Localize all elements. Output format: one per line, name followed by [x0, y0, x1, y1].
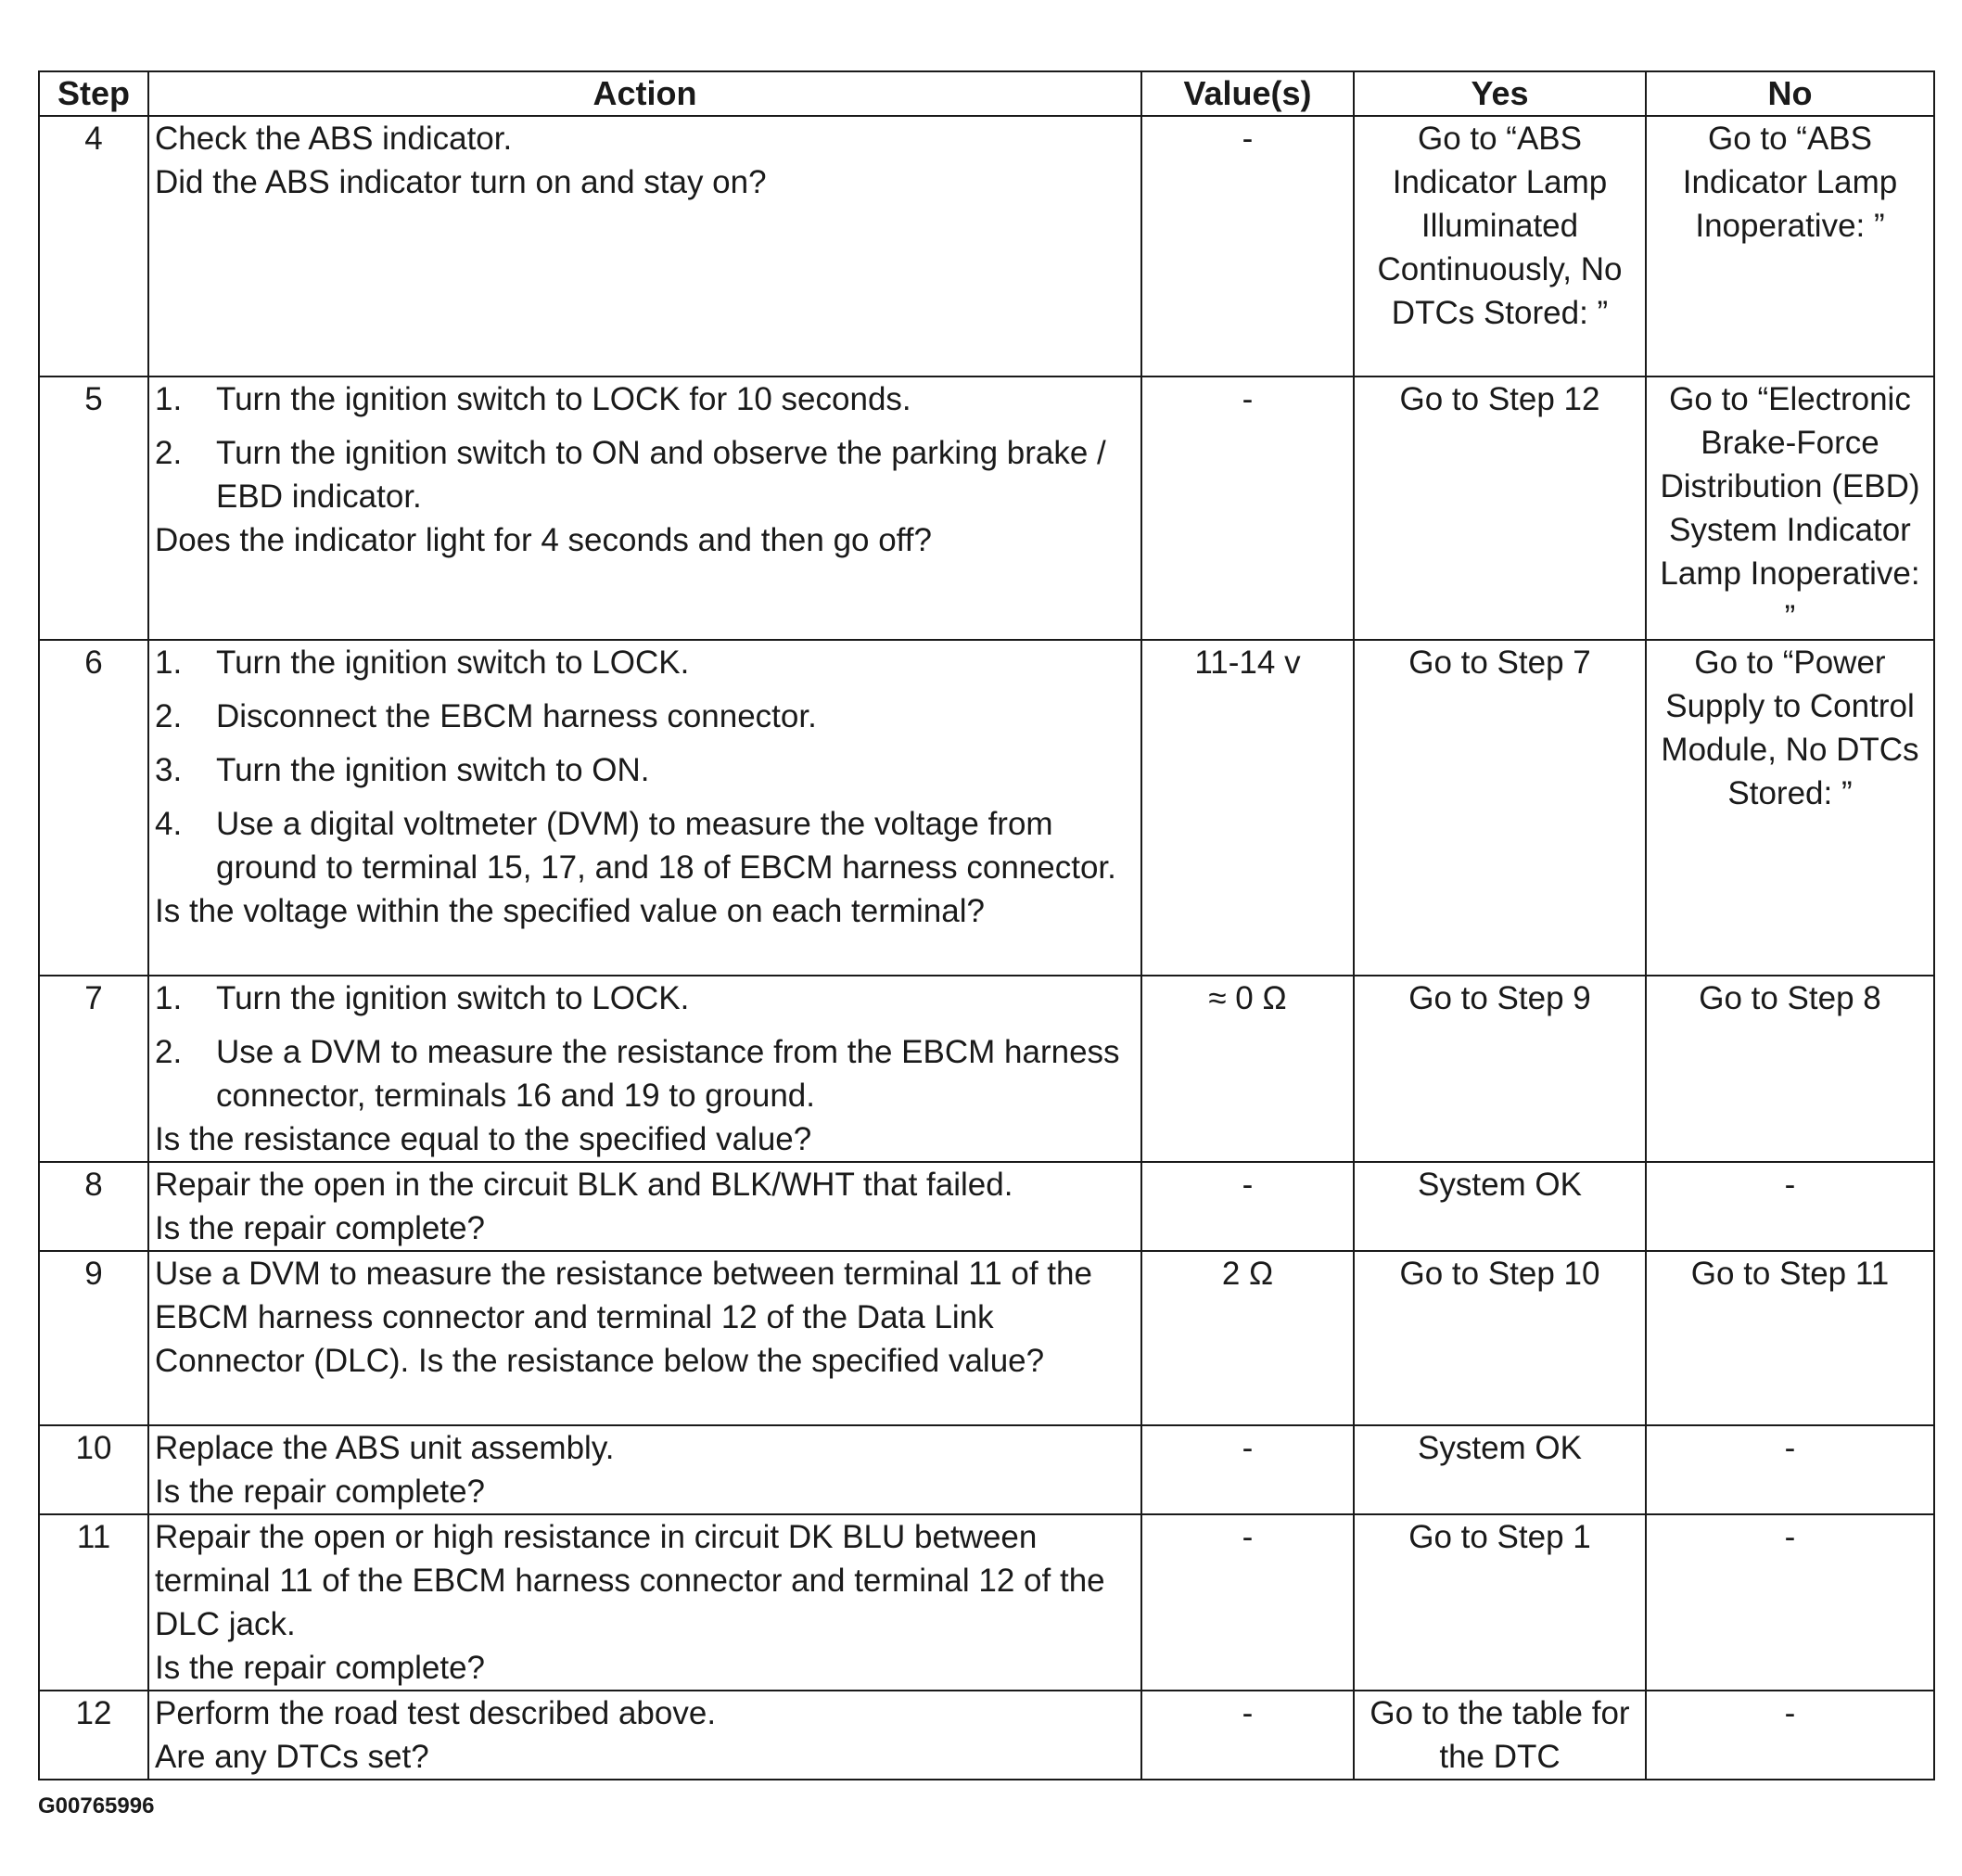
action-line: Repair the open or high resistance in circuit DK BLU between terminal 11 of the EBCM harness connector and terminal 12 of the DLC jack.: [155, 1519, 1105, 1642]
step-number: 8: [39, 1162, 148, 1251]
no-cell: -: [1646, 1691, 1934, 1780]
no-cell: -: [1646, 1514, 1934, 1691]
table-row: [39, 376, 1934, 640]
step-number: 11: [39, 1514, 148, 1691]
step-number: 6: [39, 640, 148, 976]
no-cell: Go to Step 11: [1646, 1251, 1934, 1425]
diagnostic-table: [38, 70, 1935, 1780]
value-cell: -: [1141, 1691, 1354, 1780]
action-cell: [148, 1251, 1141, 1425]
table-row: [39, 1514, 1934, 1691]
value-cell: 2 Ω: [1141, 1251, 1354, 1425]
yes-cell: Go to Step 1: [1354, 1514, 1646, 1691]
action-line: Check the ABS indicator.: [155, 121, 513, 157]
action-cell: [148, 640, 1141, 976]
item-text: Use a digital voltmeter (DVM) to measure the voltage from ground to terminal 15, 17, and 18 of EBCM harness connector.: [216, 806, 1116, 886]
item-number: 1.: [155, 980, 183, 1016]
item-number: 1.: [155, 644, 183, 681]
header-action: Action: [148, 71, 1141, 116]
action-list-item: [155, 431, 1135, 518]
table-row: [39, 1691, 1934, 1780]
step-number: 4: [39, 116, 148, 376]
value-cell: -: [1141, 1425, 1354, 1514]
table-header-row: [39, 71, 1934, 116]
item-text: Turn the ignition switch to ON.: [216, 752, 650, 788]
yes-cell: Go to Step 7: [1354, 640, 1646, 976]
action-list-item: [155, 1030, 1135, 1117]
yes-cell: Go to Step 9: [1354, 976, 1646, 1162]
value-cell: -: [1141, 1514, 1354, 1691]
action-line: Perform the road test described above.: [155, 1695, 717, 1731]
value-cell: -: [1141, 116, 1354, 376]
yes-cell: Go to the table for the DTC: [1354, 1691, 1646, 1780]
step-number: 9: [39, 1251, 148, 1425]
no-cell: -: [1646, 1425, 1934, 1514]
header-yes: Yes: [1354, 71, 1646, 116]
step-number: 12: [39, 1691, 148, 1780]
yes-cell: System OK: [1354, 1425, 1646, 1514]
action-cell: [148, 976, 1141, 1162]
yes-cell: System OK: [1354, 1162, 1646, 1251]
action-list-item: [155, 695, 1135, 738]
yes-cell: Go to Step 12: [1354, 376, 1646, 640]
item-number: 2.: [155, 435, 183, 471]
action-cell: [148, 1425, 1141, 1514]
action-list-item: [155, 641, 1135, 684]
item-number: 2.: [155, 698, 183, 734]
item-number: 1.: [155, 381, 183, 417]
action-question: Is the repair complete?: [155, 1474, 486, 1510]
value-cell: -: [1141, 376, 1354, 640]
no-cell: Go to “Power Supply to Control Module, No DTCs Stored: ”: [1646, 640, 1934, 976]
header-no: No: [1646, 71, 1934, 116]
value-cell: ≈ 0 Ω: [1141, 976, 1354, 1162]
action-question: Did the ABS indicator turn on and stay on?: [155, 164, 767, 200]
item-text: Turn the ignition switch to LOCK for 10 seconds.: [216, 381, 911, 417]
item-number: 4.: [155, 806, 183, 842]
action-question: Is the repair complete?: [155, 1650, 486, 1686]
no-cell: Go to “Electronic Brake-Force Distribution (EBD) System Indicator Lamp Inoperative: ”: [1646, 376, 1934, 640]
table-row: [39, 1251, 1934, 1425]
action-question: Are any DTCs set?: [155, 1739, 429, 1775]
yes-cell: Go to “ABS Indicator Lamp Illuminated Continuously, No DTCs Stored: ”: [1354, 116, 1646, 376]
step-number: 10: [39, 1425, 148, 1514]
action-cell: [148, 1691, 1141, 1780]
no-cell: Go to “ABS Indicator Lamp Inoperative: ”: [1646, 116, 1934, 376]
no-cell: Go to Step 8: [1646, 976, 1934, 1162]
value-cell: 11-14 v: [1141, 640, 1354, 976]
item-text: Turn the ignition switch to LOCK.: [216, 980, 690, 1016]
action-line: Repair the open in the circuit BLK and BLK/WHT that failed.: [155, 1167, 1013, 1203]
step-number: 7: [39, 976, 148, 1162]
action-question: Is the voltage within the specified value on each terminal?: [155, 893, 985, 929]
no-cell: -: [1646, 1162, 1934, 1251]
action-cell: [148, 1514, 1141, 1691]
action-cell: [148, 376, 1141, 640]
action-list-item: [155, 748, 1135, 792]
header-value: Value(s): [1141, 71, 1354, 116]
action-line: Replace the ABS unit assembly.: [155, 1430, 615, 1466]
item-number: 3.: [155, 752, 183, 788]
table-row: [39, 976, 1934, 1162]
action-list-item: [155, 802, 1135, 889]
item-number: 2.: [155, 1034, 183, 1070]
action-list-item: [155, 377, 1135, 421]
table-row: [39, 116, 1934, 376]
table-row: [39, 1162, 1934, 1251]
step-number: 5: [39, 376, 148, 640]
action-question: Does the indicator light for 4 seconds and then go off?: [155, 522, 932, 558]
table-row: [39, 640, 1934, 976]
value-cell: -: [1141, 1162, 1354, 1251]
action-cell: [148, 1162, 1141, 1251]
item-text: Turn the ignition switch to LOCK.: [216, 644, 690, 681]
item-text: Disconnect the EBCM harness connector.: [216, 698, 817, 734]
header-step: Step: [39, 71, 148, 116]
action-line: Use a DVM to measure the resistance between terminal 11 of the EBCM harness connector and terminal 12 of the Data Link Connector (DLC). Is the resistance below the specified value?: [155, 1256, 1092, 1379]
action-cell: [148, 116, 1141, 376]
yes-cell: Go to Step 10: [1354, 1251, 1646, 1425]
action-list-item: [155, 976, 1135, 1020]
item-text: Use a DVM to measure the resistance from the EBCM harness connector, terminals 16 and 19 to ground.: [216, 1034, 1120, 1114]
action-question: Is the repair complete?: [155, 1210, 486, 1246]
action-question: Is the resistance equal to the specified value?: [155, 1121, 812, 1157]
figure-id: G00765996: [38, 1793, 155, 1819]
item-text: Turn the ignition switch to ON and observe the parking brake / EBD indicator.: [216, 435, 1106, 515]
table-row: [39, 1425, 1934, 1514]
